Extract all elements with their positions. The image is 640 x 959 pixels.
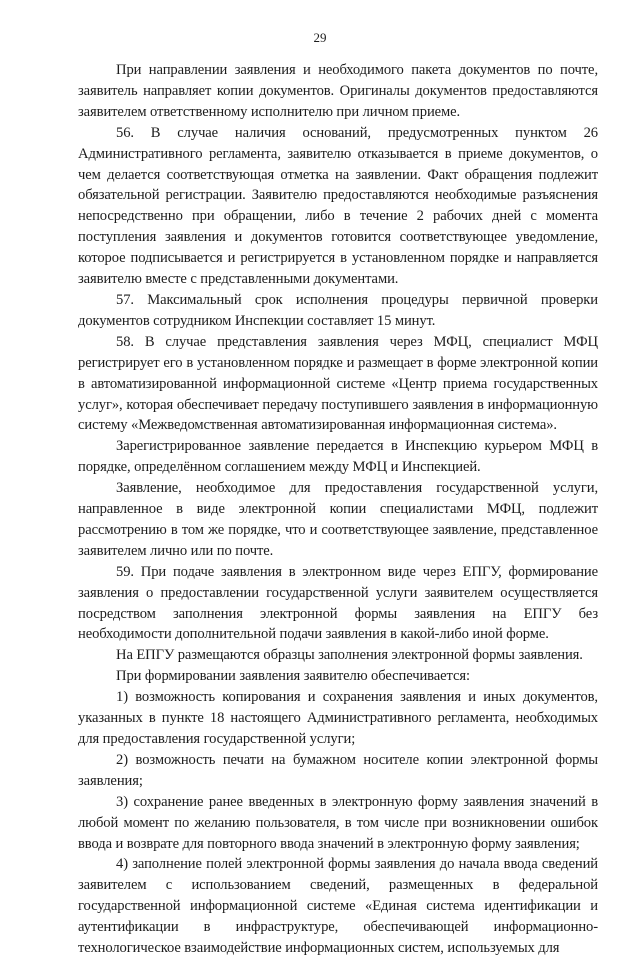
page-number: 29 xyxy=(313,30,327,45)
paragraph: При направлении заявления и необходимого пакета документов по почте, заявитель направляет копии документов. Оригиналы документов предоставляются заявителем ответственному исполнителю при личном приеме. xyxy=(78,62,598,120)
paragraph: При формировании заявления заявителю обеспечивается: xyxy=(116,668,470,685)
list-item-text: возможность копирования и сохранения заявления и иных документов, указанных в пункте 18 настоящего Административного регламента, необходимых для предоставления государственной услуги; xyxy=(78,689,598,747)
list-item-text: заполнение полей электронной формы заявления до начала ввода сведений заявителем с использованием сведений, размещенных в федеральной государственной информационной системе «Единая система идентификации и аутентификации в инфраструктуре, обеспечивающей информационно-технологическое взаимодействие информационных систем, используемых для xyxy=(78,856,598,957)
paragraph: 57. Максимальный срок исполнения процедуры первичной проверки документов сотрудником Инспекции составляет 15 минут. xyxy=(78,291,598,329)
list-item xyxy=(78,687,598,750)
list-item-text: сохранение ранее введенных в электронную форму заявления значений в любой момент по желанию пользователя, в том числе при возникновении ошибок ввода и возврате для повторного ввода значений в электронную форму заявления; xyxy=(78,793,598,852)
list-item-number: 4) xyxy=(116,856,128,873)
document-body xyxy=(78,60,598,959)
list-item-number: 1) xyxy=(116,689,128,706)
paragraph: 58. В случае представления заявления через МФЦ, специалист МФЦ регистрирует его в установленном порядке и размещает в форме электронной копии в автоматизированной информационной системе «Центр приема государственных услуг», которая обеспечивает передачу поступившего заявления в информационную систему «Межведомственная автоматизированная информационная система». xyxy=(78,333,598,434)
paragraph: Зарегистрированное заявление передается в Инспекцию курьером МФЦ в порядке, определённом соглашением между МФЦ и Инспекцией. xyxy=(78,438,598,476)
list-item-number: 2) xyxy=(116,751,128,768)
list-item-number: 3) xyxy=(116,793,128,810)
paragraph: 59. При подаче заявления в электронном виде через ЕПГУ, формирование заявления о предоставлении государственной услуги заявителем осуществляется посредством заполнения электронной формы заявления на ЕПГУ без необходимости дополнительной подачи заявления в какой-либо иной форме. xyxy=(78,563,598,643)
list-item xyxy=(78,750,598,792)
paragraph: Заявление, необходимое для предоставления государственной услуги, направленное в виде электронной копии специалистами МФЦ, подлежит рассмотрению в том же порядке, что и соответствующее заявление, представленное заявителем лично или по почте. xyxy=(78,480,598,559)
list-item-text: возможность печати на бумажном носителе копии электронной формы заявления; xyxy=(78,751,598,789)
paragraph: На ЕПГУ размещаются образцы заполнения электронной формы заявления. xyxy=(116,647,583,664)
list-item xyxy=(78,792,598,855)
paragraph: 56. В случае наличия оснований, предусмотренных пунктом 26 Административного регламента, заявителю отказывается в приеме документов, о чем делается соответствующая отметка на заявлении. Факт обращения подлежит обязательной регистрации. Заявителю предоставляются необходимые разъяснения непосредственно при обращении, либо в течение 2 рабочих дней с момента поступления заявления и документов готовится соответствующее уведомление, которое подписывается и регистрируется в установленном порядке и направляется заявителю вместе с представленными документами. xyxy=(78,124,598,288)
list-item xyxy=(78,854,598,959)
